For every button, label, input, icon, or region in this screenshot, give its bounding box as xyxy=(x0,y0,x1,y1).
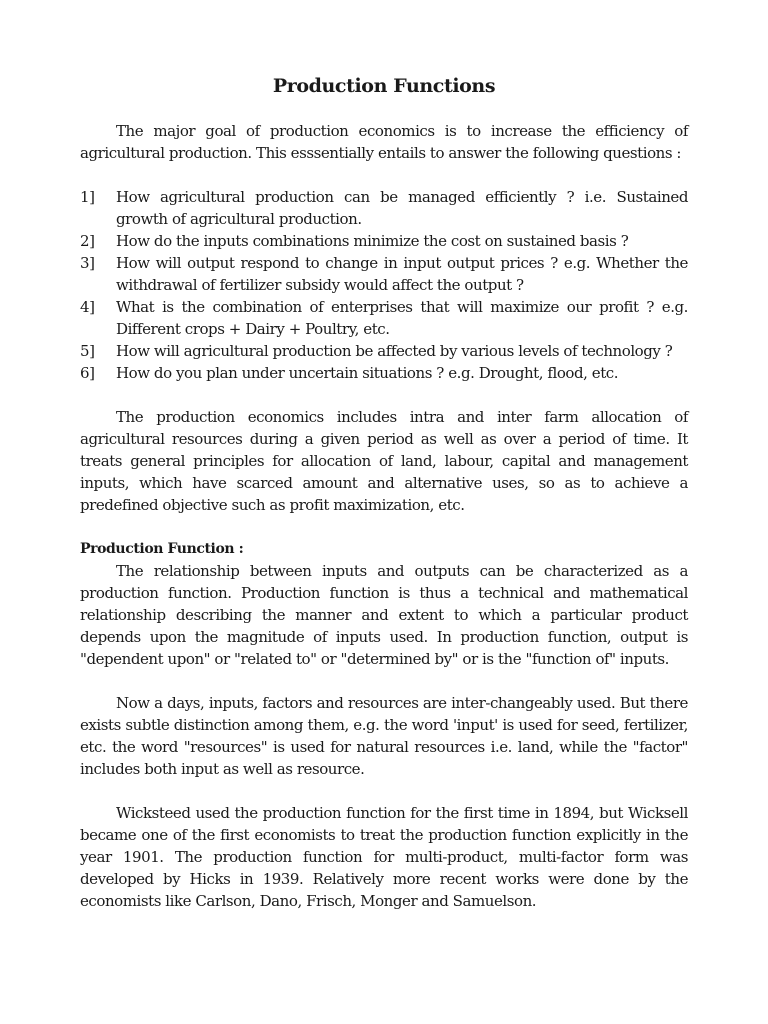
definition-paragraph: The relationship between inputs and outputs can be characterized as a production function. Production function is thus a technical and mathematical relationship describing the manner and extent to which a particular product depends upon the magnitude of inputs used. In production function, output is "dependent upon" or "related to" or "determined by" or is the "function of" inputs. xyxy=(80,562,688,668)
list-item-number: 6] xyxy=(80,364,95,382)
scope-paragraph: The production economics includes intra and inter farm allocation of agricultural resources during a given period as well as over a period of time. It treats general principles for allocation of land, labour, capital and management inputs, which have scarced amount and alternative uses, so as to achieve a predefined objective such as profit maximization, etc. xyxy=(80,408,688,514)
list-item xyxy=(80,252,688,296)
list-item-number: 1] xyxy=(80,188,95,206)
spacer xyxy=(80,516,688,538)
list-item-text: How will output respond to change in input output prices ? e.g. Whether the withdrawal of fertilizer subsidy would affect the output ? xyxy=(116,254,688,294)
list-item xyxy=(80,340,688,362)
list-item-text: How do the inputs combinations minimize the cost on sustained basis ? xyxy=(116,232,629,250)
list-item-text: How will agricultural production be affected by various levels of technology ? xyxy=(116,342,673,360)
list-item xyxy=(80,362,688,384)
terminology-paragraph: Now a days, inputs, factors and resources are inter-changeably used. But there exists subtle distinction among them, e.g. the word 'input' is used for seed, fertilizer, etc. the word "resources" is used for natural resources i.e. land, while the "factor" includes both input as well as resource. xyxy=(80,694,688,778)
list-item-text: What is the combination of enterprises that will maximize our profit ? e.g. Different crops + Dairy + Poultry, etc. xyxy=(116,298,688,338)
spacer xyxy=(80,670,688,692)
spacer xyxy=(80,384,688,406)
document-page xyxy=(80,72,688,912)
list-item xyxy=(80,230,688,252)
list-item xyxy=(80,186,688,230)
spacer xyxy=(80,164,688,186)
section-heading: Production Function : xyxy=(80,541,244,557)
list-item-text: How do you plan under uncertain situations ? e.g. Drought, flood, etc. xyxy=(116,364,619,382)
history-paragraph: Wicksteed used the production function for the first time in 1894, but Wicksell became one of the first economists to treat the production function explicitly in the year 1901. The production function for multi-product, multi-factor form was developed by Hicks in 1939. Relatively more recent works were done by the economists like Carlson, Dano, Frisch, Monger and Samuelson. xyxy=(80,804,688,910)
spacer xyxy=(80,780,688,802)
list-item-number: 5] xyxy=(80,342,95,360)
list-item xyxy=(80,296,688,340)
list-item-number: 2] xyxy=(80,232,95,250)
list-item-text: How agricultural production can be managed efficiently ? i.e. Sustained growth of agricultural production. xyxy=(116,188,688,228)
list-item-number: 3] xyxy=(80,254,95,272)
questions-list xyxy=(80,186,688,384)
page-title: Production Functions xyxy=(272,75,496,97)
list-item-number: 4] xyxy=(80,298,95,316)
intro-paragraph: The major goal of production economics is to increase the efficiency of agricultural production. This esssentially entails to answer the following questions : xyxy=(80,122,688,162)
